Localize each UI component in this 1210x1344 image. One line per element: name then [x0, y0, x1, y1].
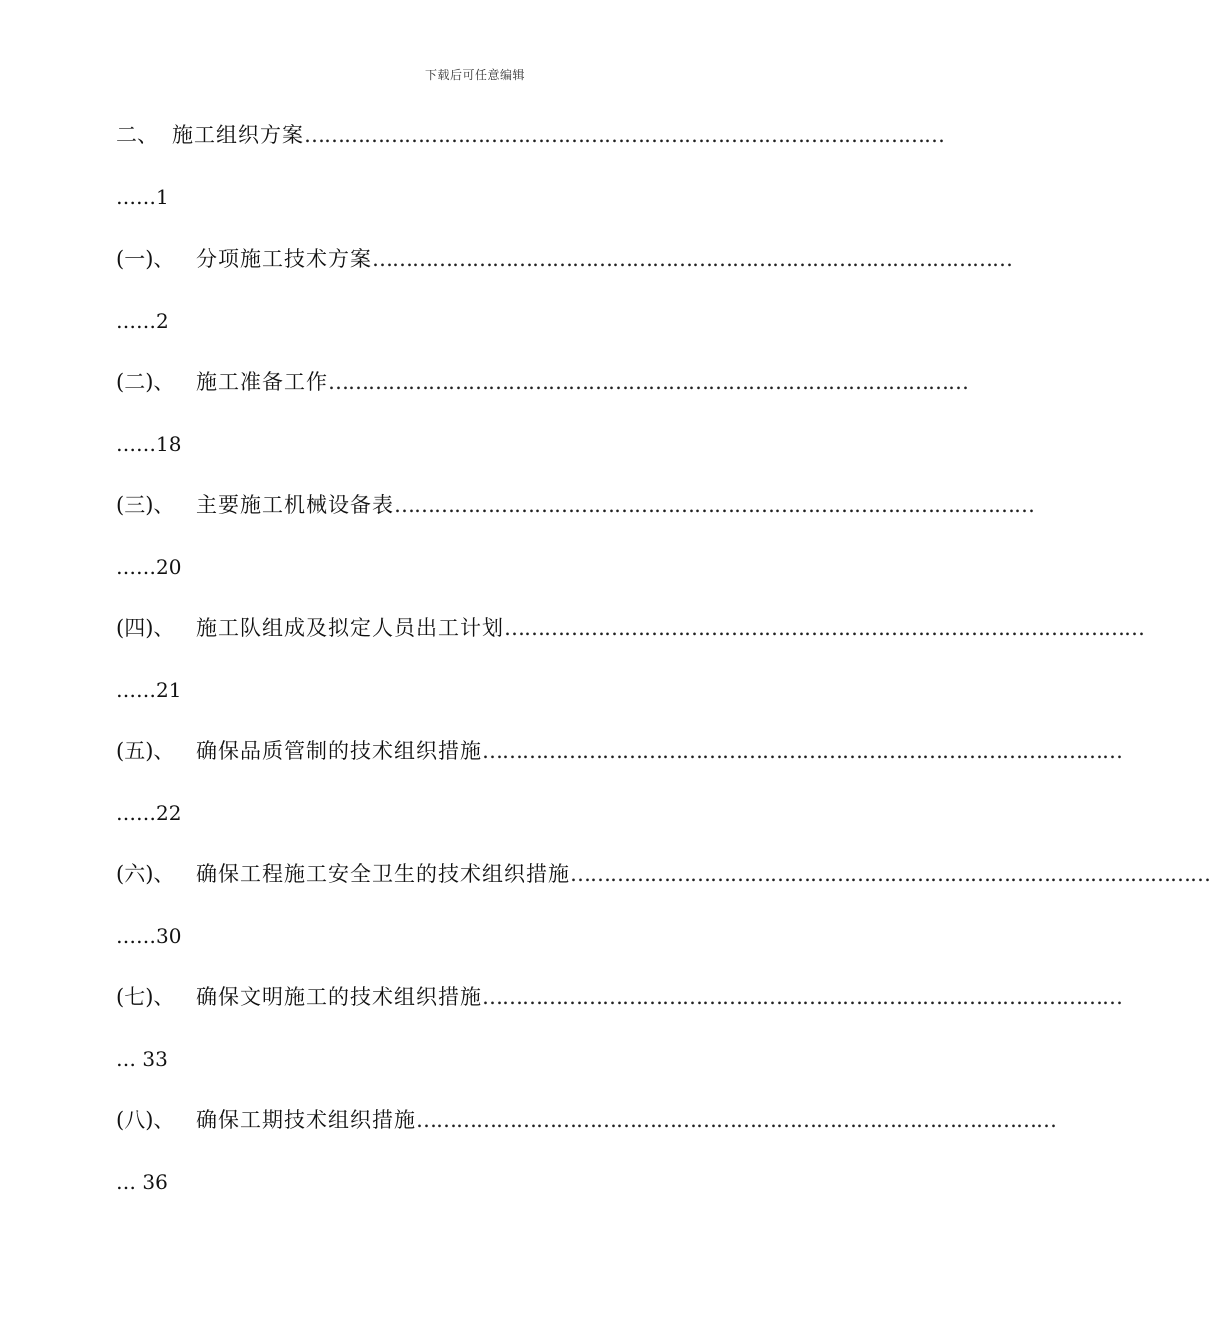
toc-entry	[116, 244, 1012, 333]
toc-entry-number: (八)、	[116, 1108, 175, 1132]
toc-entry	[116, 982, 1122, 1071]
toc-entry-line	[116, 613, 1144, 643]
toc-entry-number: 二、	[116, 123, 158, 147]
toc-entry	[116, 367, 968, 456]
toc-entry-title: 分项施工技术方案	[196, 247, 372, 271]
toc-entry-title: 确保文明施工的技术组织措施	[196, 985, 482, 1009]
toc-entry-page: … 33	[116, 1047, 168, 1071]
toc-entry-line	[116, 982, 1122, 1012]
toc-entry-line	[116, 120, 944, 150]
toc-entry-title: 施工队组成及拟定人员出工计划	[196, 616, 504, 640]
dot-leader: ……………………………………………………………………………………	[416, 1108, 1056, 1132]
page-header: 下载后可任意编辑	[424, 68, 525, 82]
dot-leader: ……………………………………………………………………………………	[504, 616, 1144, 640]
toc-entry-title: 确保工程施工安全卫生的技术组织措施	[196, 862, 570, 886]
toc-entry-page: ……1	[116, 185, 169, 209]
toc-entry-title: 确保品质管制的技术组织措施	[196, 739, 482, 763]
toc-entry	[116, 1105, 1056, 1194]
toc-entry-line	[116, 736, 1122, 766]
dot-leader: ……………………………………………………………………………………	[372, 247, 1012, 271]
toc-entry-title: 施工组织方案	[172, 123, 304, 147]
toc-entry-title: 施工准备工作	[196, 370, 328, 394]
toc-entry	[116, 859, 1210, 948]
toc-entry-line	[116, 859, 1210, 889]
toc-entry-line	[116, 490, 1034, 520]
toc-entry-page: ……2	[116, 309, 169, 333]
toc-entry-number: (五)、	[116, 739, 175, 763]
toc-entry-page: ……18	[116, 432, 182, 456]
toc-entry-title: 确保工期技术组织措施	[196, 1108, 416, 1132]
dot-leader: ……………………………………………………………………………………	[394, 493, 1034, 517]
toc-entry	[116, 736, 1122, 825]
toc-entry-number: (一)、	[116, 247, 175, 271]
toc-entry-number: (三)、	[116, 493, 175, 517]
toc-entry-number: (二)、	[116, 370, 175, 394]
toc-entry-page: … 36	[116, 1170, 168, 1194]
toc-entry-page: ……21	[116, 678, 182, 702]
toc-entry	[116, 613, 1144, 702]
toc-entry-line	[116, 1105, 1056, 1135]
toc-entry-page: ……22	[116, 801, 182, 825]
dot-leader: ……………………………………………………………………………………	[482, 739, 1122, 763]
toc-entry-page: ……30	[116, 924, 182, 948]
toc-entry-title: 主要施工机械设备表	[196, 493, 394, 517]
toc-entry-number: (六)、	[116, 862, 175, 886]
dot-leader: ……………………………………………………………………………………	[328, 370, 968, 394]
toc-entry-line	[116, 367, 968, 397]
dot-leader: ……………………………………………………………………………………	[304, 123, 944, 147]
toc-entry	[116, 120, 944, 209]
toc-entry-number: (四)、	[116, 616, 175, 640]
toc-entry-line	[116, 244, 1012, 274]
toc-entry	[116, 490, 1034, 579]
toc-entry-number: (七)、	[116, 985, 175, 1009]
toc-entry-page: ……20	[116, 555, 182, 579]
dot-leader: ……………………………………………………………………………………	[482, 985, 1122, 1009]
dot-leader: ……………………………………………………………………………………	[570, 862, 1210, 886]
